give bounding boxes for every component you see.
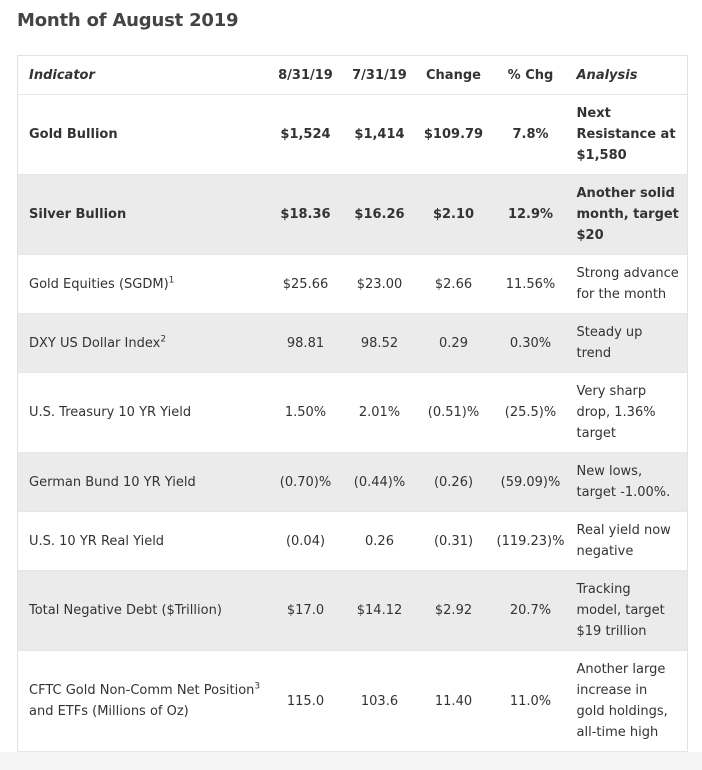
row-change: $2.92 [417,571,491,651]
footnote-marker: 2 [160,334,167,345]
row-value-previous: $16.26 [343,175,417,255]
header-analysis: Analysis [571,56,688,95]
header-change: Change [417,56,491,95]
table-row [18,175,688,255]
header-date-previous: 7/31/19 [343,56,417,95]
row-indicator: Total Negative Debt ($Trillion) [18,571,269,651]
row-value-current: (0.04) [269,512,343,571]
indicator-label: CFTC Gold Non-Comm Net Position [29,683,255,698]
table-row [18,512,688,571]
row-change: $109.79 [417,95,491,175]
row-change: (0.31) [417,512,491,571]
row-value-previous: $1,414 [343,95,417,175]
row-analysis: New lows, target -1.00%. [571,453,688,512]
row-value-previous: $23.00 [343,255,417,314]
row-indicator: German Bund 10 YR Yield [18,453,269,512]
page-bottom-band [0,752,702,770]
row-indicator [18,651,269,752]
row-analysis: Tracking model, target $19 trillion [571,571,688,651]
indicators-table [17,55,688,752]
row-value-current: 1.50% [269,373,343,453]
indicator-label: DXY US Dollar Index [29,335,161,351]
table-row [18,453,688,512]
row-indicator: U.S. 10 YR Real Yield [18,512,269,571]
table-row [18,314,688,373]
row-value-previous: $14.12 [343,571,417,651]
row-value-current: $17.0 [269,571,343,651]
row-value-current: 115.0 [269,651,343,752]
row-analysis: Next Resistance at $1,580 [571,95,688,175]
row-change: 0.29 [417,314,491,373]
row-value-current: $25.66 [269,255,343,314]
row-value-previous: 98.52 [343,314,417,373]
header-date-current: 8/31/19 [269,56,343,95]
indicator-label-line2: and ETFs (Millions of Oz) [29,704,189,719]
row-value-current: (0.70)% [269,453,343,512]
row-value-current: $1,524 [269,95,343,175]
header-indicator: Indicator [18,56,269,95]
row-percent-change: 20.7% [491,571,571,651]
row-value-previous: 2.01% [343,373,417,453]
table-row [18,651,688,752]
row-change: $2.66 [417,255,491,314]
row-analysis: Real yield now negative [571,512,688,571]
row-percent-change: 11.56% [491,255,571,314]
table-row [18,373,688,453]
row-value-previous: 0.26 [343,512,417,571]
table-row [18,95,688,175]
header-percent-change: % Chg [491,56,571,95]
row-analysis: Steady up trend [571,314,688,373]
row-indicator: Gold Bullion [18,95,269,175]
row-indicator: Silver Bullion [18,175,269,255]
row-value-current: 98.81 [269,314,343,373]
row-indicator [18,255,269,314]
page-title: Month of August 2019 [17,10,239,31]
table-header-row [18,56,688,95]
row-value-current: $18.36 [269,175,343,255]
footnote-marker: 1 [168,275,175,286]
row-percent-change: (119.23)% [491,512,571,571]
row-percent-change: 0.30% [491,314,571,373]
table-row [18,255,688,314]
row-percent-change: (59.09)% [491,453,571,512]
table-row [18,571,688,651]
row-percent-change: 12.9% [491,175,571,255]
footnote-marker: 3 [254,681,261,692]
row-value-previous: 103.6 [343,651,417,752]
row-indicator: U.S. Treasury 10 YR Yield [18,373,269,453]
row-value-previous: (0.44)% [343,453,417,512]
row-change: $2.10 [417,175,491,255]
row-analysis: Very sharp drop, 1.36% target [571,373,688,453]
row-change: (0.51)% [417,373,491,453]
row-analysis: Another solid month, target $20 [571,175,688,255]
row-indicator [18,314,269,373]
row-change: 11.40 [417,651,491,752]
indicator-label: Gold Equities (SGDM) [29,276,169,292]
row-percent-change: (25.5)% [491,373,571,453]
row-change: (0.26) [417,453,491,512]
row-percent-change: 7.8% [491,95,571,175]
row-analysis: Another large increase in gold holdings, all-time high [571,651,688,752]
row-percent-change: 11.0% [491,651,571,752]
row-analysis: Strong advance for the month [571,255,688,314]
